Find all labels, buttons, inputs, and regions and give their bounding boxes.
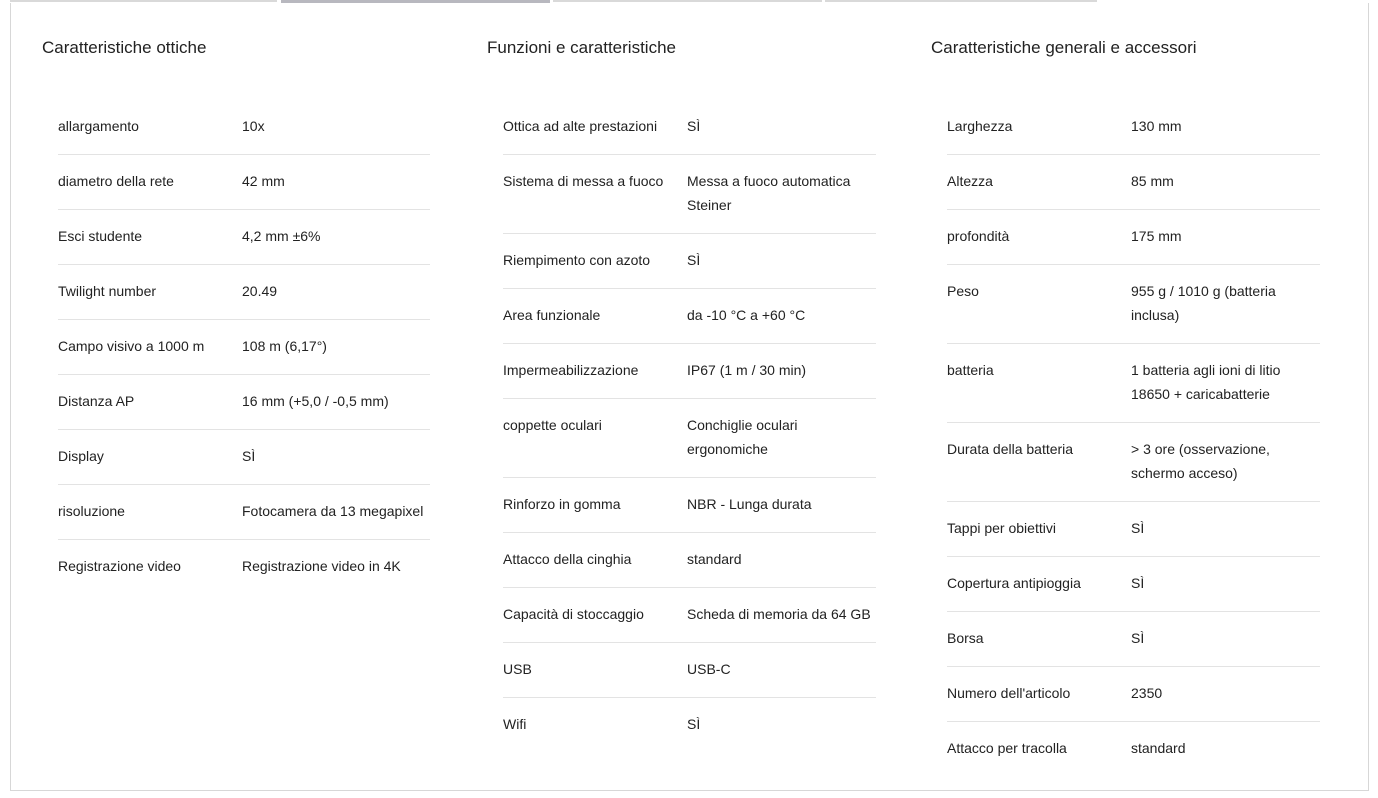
spec-label: Capacità di stoccaggio — [503, 606, 644, 622]
spec-label: Tappi per obiettivi — [947, 520, 1056, 536]
spec-label: Attacco per tracolla — [947, 740, 1067, 756]
spec-row — [58, 540, 430, 594]
spec-label: Numero dell'articolo — [947, 685, 1071, 701]
spec-value: 10x — [242, 118, 265, 134]
spec-row — [947, 100, 1320, 155]
spec-value: Conchiglie oculari ergonomiche — [687, 417, 798, 457]
spec-label: USB — [503, 661, 532, 677]
spec-column-general — [931, 30, 1331, 776]
spec-value: 16 mm (+5,0 / -0,5 mm) — [242, 393, 389, 409]
spec-value: SÌ — [1131, 520, 1145, 536]
spec-row — [503, 698, 876, 752]
spec-value: 1 batteria agli ioni di litio 18650 + caricabatterie — [1131, 362, 1281, 402]
spec-row — [503, 588, 876, 643]
spec-label: profondità — [947, 228, 1010, 244]
spec-column-optics — [42, 30, 434, 594]
spec-value: 955 g / 1010 g (batteria inclusa) — [1131, 283, 1276, 323]
spec-row — [503, 533, 876, 588]
spec-row — [947, 612, 1320, 667]
spec-label: allargamento — [58, 118, 139, 134]
spec-value: 85 mm — [1131, 173, 1174, 189]
spec-row — [503, 155, 876, 234]
spec-label: Twilight number — [58, 283, 157, 299]
spec-value: Fotocamera da 13 megapixel — [242, 503, 424, 519]
spec-value: 42 mm — [242, 173, 285, 189]
spec-label: Area funzionale — [503, 307, 601, 323]
spec-value: 2350 — [1131, 685, 1163, 701]
spec-label: batteria — [947, 362, 994, 378]
spec-row — [58, 265, 430, 320]
tab-2[interactable] — [281, 0, 550, 3]
spec-row — [947, 423, 1320, 502]
spec-row — [947, 155, 1320, 210]
spec-value: > 3 ore (osservazione, schermo acceso) — [1131, 441, 1270, 481]
spec-table — [947, 100, 1320, 776]
spec-value: NBR - Lunga durata — [687, 496, 812, 512]
spec-label: Peso — [947, 283, 979, 299]
tab-3[interactable] — [553, 0, 822, 2]
spec-label: Durata della batteria — [947, 441, 1074, 457]
spec-label: Larghezza — [947, 118, 1013, 134]
spec-label: Distanza AP — [58, 393, 135, 409]
spec-label: Display — [58, 448, 104, 464]
spec-row — [58, 100, 430, 155]
spec-row — [503, 344, 876, 399]
spec-row — [947, 502, 1320, 557]
spec-value: 20.49 — [242, 283, 278, 299]
spec-label: coppette oculari — [503, 417, 602, 433]
spec-row — [503, 100, 876, 155]
spec-column-functions — [487, 30, 879, 752]
spec-table — [503, 100, 876, 752]
spec-label: Ottica ad alte prestazioni — [503, 118, 658, 134]
spec-value: 108 m (6,17°) — [242, 338, 327, 354]
spec-row — [503, 234, 876, 289]
spec-value: SÌ — [242, 448, 256, 464]
panel-border-bottom — [10, 790, 1369, 791]
spec-row — [947, 667, 1320, 722]
spec-label: Sistema di messa a fuoco — [503, 173, 664, 189]
spec-value: Scheda di memoria da 64 GB — [687, 606, 871, 622]
tab-4[interactable] — [825, 0, 1097, 2]
spec-label: Attacco della cinghia — [503, 551, 632, 567]
spec-row — [503, 643, 876, 698]
spec-row — [58, 375, 430, 430]
tab-bar — [10, 0, 1098, 3]
spec-value: USB-C — [687, 661, 731, 677]
spec-row — [947, 344, 1320, 423]
spec-value: Registrazione video in 4K — [242, 558, 401, 574]
spec-label: risoluzione — [58, 503, 125, 519]
spec-row — [58, 155, 430, 210]
spec-row — [58, 485, 430, 540]
panel-border-right — [1368, 3, 1369, 790]
spec-row — [58, 210, 430, 265]
spec-value: standard — [687, 551, 742, 567]
tab-1[interactable] — [10, 0, 277, 2]
spec-value: SÌ — [687, 716, 701, 732]
spec-row — [947, 265, 1320, 344]
spec-label: Altezza — [947, 173, 993, 189]
spec-value: 4,2 mm ±6% — [242, 228, 321, 244]
spec-value: da -10 °C a +60 °C — [687, 307, 806, 323]
spec-row — [947, 210, 1320, 265]
spec-value: 130 mm — [1131, 118, 1182, 134]
spec-label: Wifi — [503, 716, 527, 732]
spec-row — [947, 557, 1320, 612]
panel-border-left — [10, 3, 11, 790]
spec-value: SÌ — [1131, 630, 1145, 646]
spec-label: Riempimento con azoto — [503, 252, 651, 268]
spec-value: SÌ — [687, 252, 701, 268]
spec-table — [58, 100, 430, 594]
spec-row — [58, 430, 430, 485]
spec-label: Rinforzo in gomma — [503, 496, 621, 512]
spec-row — [947, 722, 1320, 776]
spec-label: Impermeabilizzazione — [503, 362, 639, 378]
spec-label: Borsa — [947, 630, 984, 646]
spec-label: diametro della rete — [58, 173, 174, 189]
spec-value: SÌ — [1131, 575, 1145, 591]
spec-label: Registrazione video — [58, 558, 181, 574]
spec-value: standard — [1131, 740, 1186, 756]
spec-label: Copertura antipioggia — [947, 575, 1081, 591]
column-title: Caratteristiche ottiche — [42, 38, 207, 57]
column-title: Funzioni e caratteristiche — [487, 38, 676, 57]
column-title: Caratteristiche generali e accessori — [931, 38, 1197, 57]
spec-row — [58, 320, 430, 375]
spec-value: 175 mm — [1131, 228, 1182, 244]
spec-label: Campo visivo a 1000 m — [58, 338, 205, 354]
spec-row — [503, 289, 876, 344]
spec-row — [503, 399, 876, 478]
spec-label: Esci studente — [58, 228, 143, 244]
spec-row — [503, 478, 876, 533]
spec-value: IP67 (1 m / 30 min) — [687, 362, 807, 378]
spec-value: SÌ — [687, 118, 701, 134]
spec-value: Messa a fuoco automatica Steiner — [687, 173, 851, 213]
